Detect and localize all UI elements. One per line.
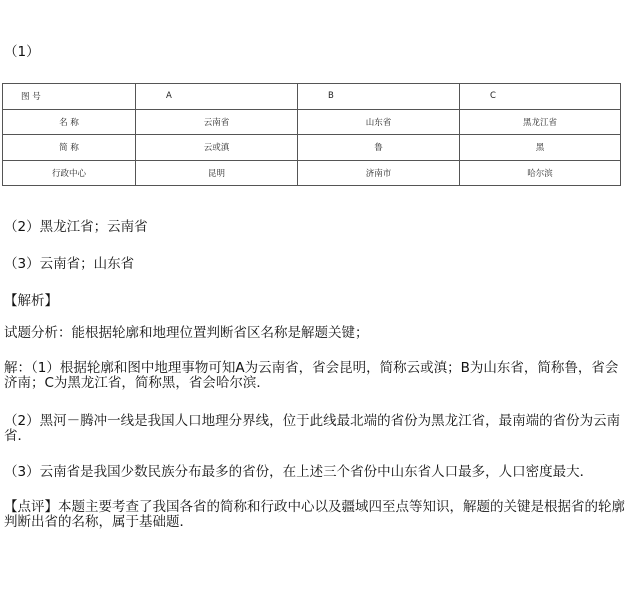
table-header-cell: C (460, 84, 621, 110)
table-row (3, 160, 621, 186)
solution-part-2: （2）黑河－腾冲一线是我国人口地理分界线，位于此线最北端的省份为黑龙江省，最南端的省份为云南省． (4, 413, 621, 444)
analysis-heading: 【解析】 (4, 293, 58, 309)
comment-paragraph: 【点评】本题主要考查了我国各省的简称和行政中心以及疆域四至点等知识，解题的关键是根据省的轮廓判断出省的名称，属于基础题． (4, 499, 625, 530)
table-cell: 黑 (460, 135, 621, 161)
solution-part-1: 解：（1）根据轮廓和图中地理事物可知A为云南省，省会昆明，简称云或滇；B为山东省，简称鲁，省会济南；C为黑龙江省，简称黑，省会哈尔滨． (4, 360, 619, 391)
solution-part-3: （3）云南省是我国少数民族分布最多的省份，在上述三个省份中山东省人口最多，人口密度最大． (4, 464, 594, 480)
table-header-cell: B (298, 84, 460, 110)
table-cell: 黑龙江省 (460, 109, 621, 135)
table-cell: 行政中心 (3, 160, 136, 186)
table-cell: 昆明 (136, 160, 298, 186)
table-row (3, 135, 621, 161)
question-1-label: （1） (4, 44, 40, 60)
table-cell: 云南省 (136, 109, 298, 135)
table-cell: 名 称 (3, 109, 136, 135)
table-cell: 哈尔滨 (460, 160, 621, 186)
question-3-answer: （3）云南省；山东省 (4, 256, 135, 272)
table-cell: 简 称 (3, 135, 136, 161)
table-cell: 山东省 (298, 109, 460, 135)
table-cell: 鲁 (298, 135, 460, 161)
table-row (3, 109, 621, 135)
table-header-row (3, 84, 621, 110)
answer-table (2, 83, 621, 186)
table-header-cell: 图 号 (3, 84, 136, 110)
table-cell: 济南市 (298, 160, 460, 186)
question-2-answer: （2）黑龙江省；云南省 (4, 219, 148, 235)
table-header-cell: A (136, 84, 298, 110)
analysis-intro: 试题分析：能根据轮廓和地理位置判断省区名称是解题关键； (4, 325, 369, 341)
table-cell: 云或滇 (136, 135, 298, 161)
